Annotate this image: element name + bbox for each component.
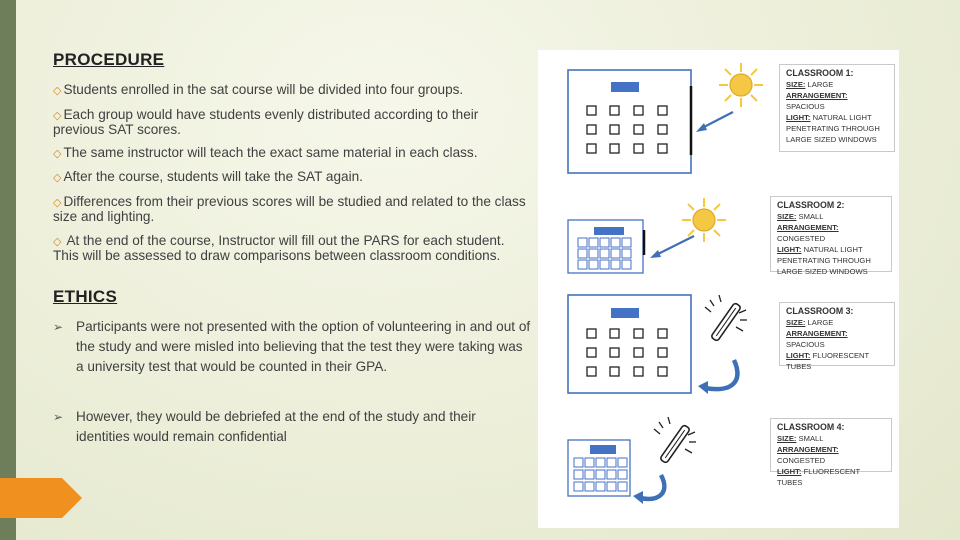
left-accent-bar (0, 0, 16, 540)
procedure-item: ◇ At the end of the course, Instructor will fill out the PARS for each student. This will be assessed to draw comparisons between classroom conditions. (53, 233, 505, 263)
procedure-item: ◇ Differences from their previous scores will be studied and related to the class size and lighting. (53, 194, 526, 224)
curved-light-arrow-2 (633, 475, 664, 504)
arrow-bullet-icon: ➢ (53, 410, 64, 424)
procedure-item: ◇ The same instructor will teach the exact same material in each class. (53, 145, 478, 160)
classroom-figure (538, 50, 899, 528)
classroom-2-info: CLASSROOM 2: SIZE: SMALL ARRANGEMENT: CONGESTED LIGHT: NATURAL LIGHT PENETRATING THROUGH LARGE SIZED WINDOWS (770, 196, 892, 272)
ethics-title: ETHICS (53, 287, 118, 306)
diamond-bullet-icon: ◇ (53, 236, 62, 248)
classroom-1-info: CLASSROOM 1: SIZE: LARGE ARRANGEMENT: SPACIOUS LIGHT: NATURAL LIGHT PENETRATING THROUGH LARGE SIZED WINDOWS (779, 64, 895, 152)
sunlight-arrow-2 (650, 236, 694, 258)
sun-icon-1 (719, 63, 763, 107)
diamond-bullet-icon: ◇ (53, 110, 62, 122)
orange-tab-arrow (0, 478, 82, 518)
classroom-2-layout (568, 220, 644, 273)
fluorescent-tube-icon-1 (705, 295, 747, 341)
classroom-3-layout (568, 295, 691, 393)
diamond-bullet-icon: ◇ (53, 197, 62, 209)
diamond-bullet-icon: ◇ (53, 172, 62, 184)
ethics-item: ➢ However, they would be debriefed at the end of the study and their identities would remain confidential (53, 409, 476, 444)
classroom-4-layout (568, 440, 630, 496)
fluorescent-tube-icon-2 (654, 417, 696, 463)
classroom-4-info: CLASSROOM 4: SIZE: SMALL ARRANGEMENT: CONGESTED LIGHT: FLUORESCENT TUBES (770, 418, 892, 472)
procedure-title: PROCEDURE (53, 50, 165, 69)
procedure-item: ◇ Students enrolled in the sat course will be divided into four groups. (53, 82, 464, 97)
sun-icon-2 (682, 198, 726, 242)
diamond-bullet-icon: ◇ (53, 85, 62, 97)
sunlight-arrow-1 (696, 112, 733, 132)
classroom-1-layout (568, 70, 691, 173)
curved-light-arrow-1 (698, 360, 737, 394)
procedure-item: ◇ Each group would have students evenly distributed according to their previous SAT scores. (53, 107, 479, 137)
ethics-item: ➢ Participants were not presented with the option of volunteering in and out of the study and were misled into believing that the test they were taking was a university test that would be counted in their GPA. (53, 319, 531, 374)
procedure-item: ◇ After the course, students will take the SAT again. (53, 169, 363, 184)
diamond-bullet-icon: ◇ (53, 148, 62, 160)
classroom-3-info: CLASSROOM 3: SIZE: LARGE ARRANGEMENT: SPACIOUS LIGHT: FLUORESCENT TUBES (779, 302, 895, 366)
arrow-bullet-icon: ➢ (53, 320, 64, 334)
